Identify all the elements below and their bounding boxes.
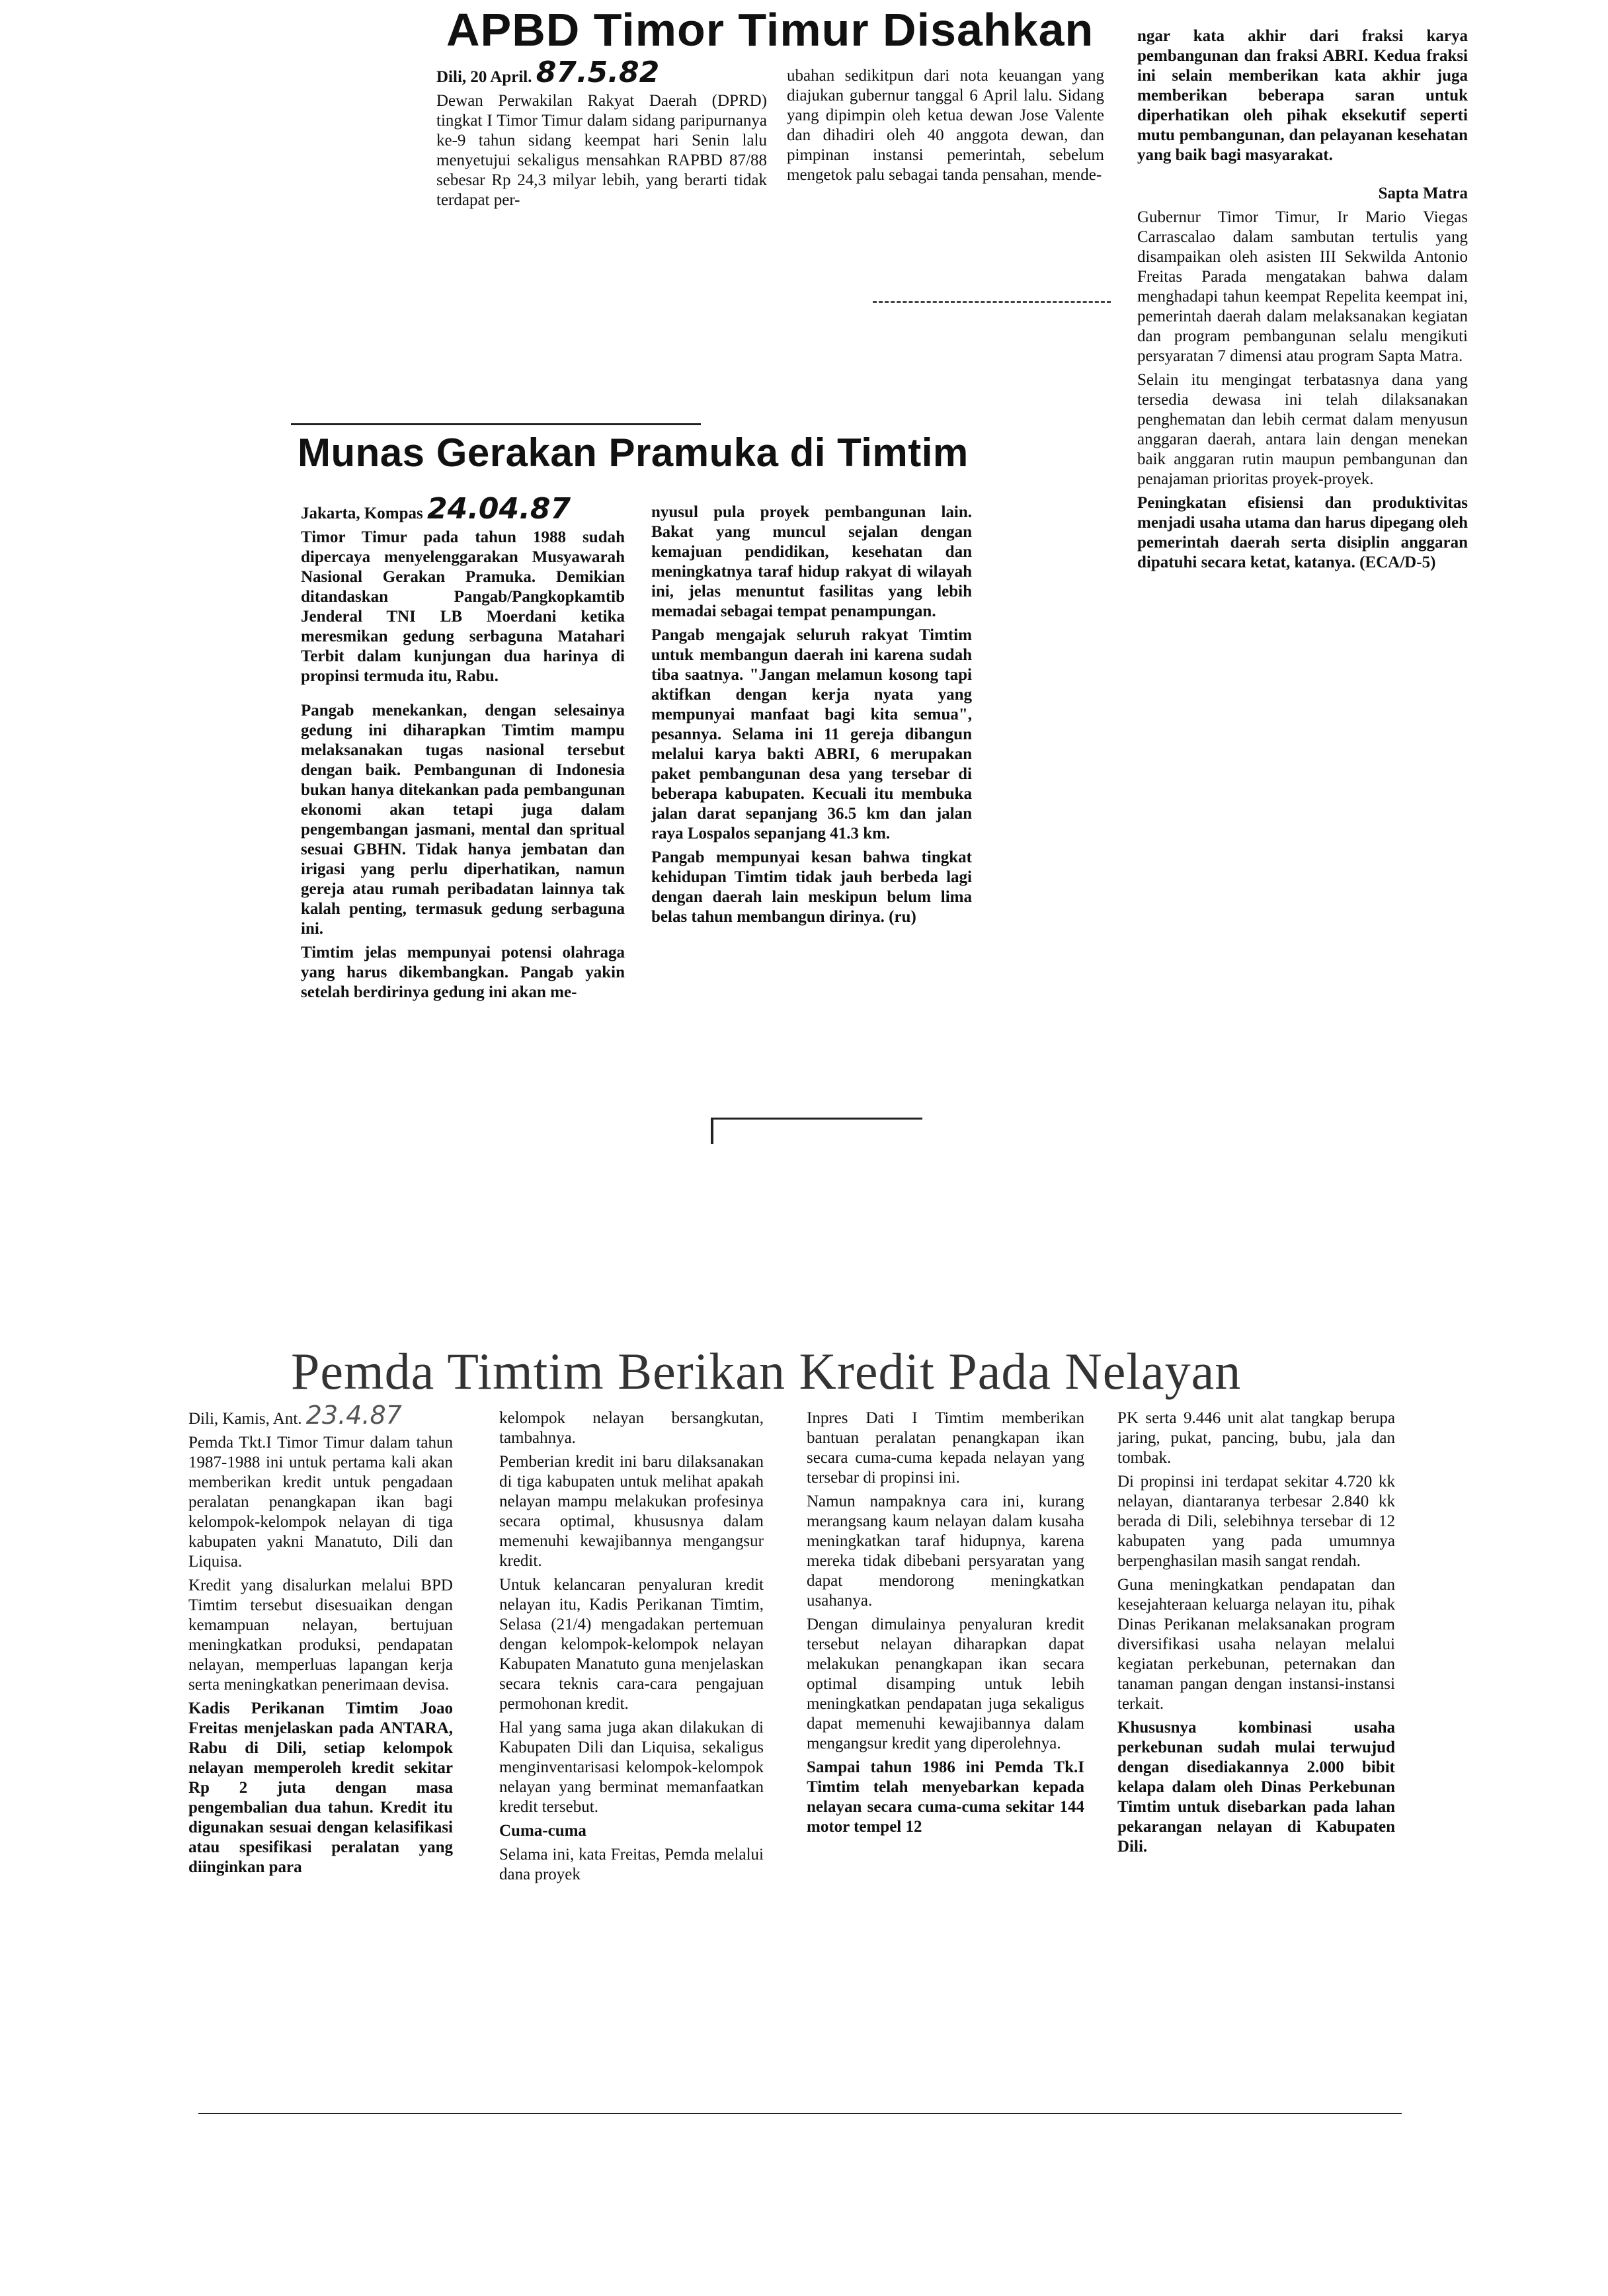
article2-col2c-text: Pangab mempunyai kesan bahwa tingkat kehidupan Timtim tidak jauh berbeda lagi dengan daerah lain meskipun belum lima belas tahun membangun dirinya. (ru) xyxy=(651,848,972,926)
article2-end-corner xyxy=(711,1118,713,1144)
article2-col1c-text: Timtim jelas mempunyai potensi olahraga yang harus dikembangkan. Pangab yakin setelah berdirinya gedung ini akan me- xyxy=(301,944,625,1001)
article1-headline: APBD Timor Timur Disahkan xyxy=(446,4,1094,56)
article3-col3a-text: Inpres Dati I Timtim memberikan bantuan peralatan penangkapan ikan secara cuma-cuma kepada nelayan yang tersebar di propinsi ini. xyxy=(807,1409,1084,1487)
article2-col2a-text: nyusul pula proyek pembangunan lain. Bakat yang muncul sejalan dengan kemajuan pendidikan, kesehatan dan meningkatnya taraf hidup rakyat di wilayah ini, jelas menuntut fasilitas yang lebih memadai sebagai tempat penampungan. xyxy=(651,503,972,620)
article3-column-2 xyxy=(499,1409,764,1889)
article3-col2b-text: Pemberian kredit ini baru dilaksanakan di tiga kabupaten untuk melihat apakah nelayan mampu melakukan profesinya secara optimal, khususnya dalam memenuhi kewajibannya mengangsur kredit. xyxy=(499,1453,764,1570)
article3-col1a-text: Pemda Tkt.I Timor Timur dalam tahun 1987-1988 ini untuk pertama kali akan memberikan kredit untuk pengadaan peralatan penangkapan ikan bagi kelompok-kelompok nelayan di tiga kabupaten yakni Manatuto, Dili dan Liquisa. xyxy=(188,1434,453,1571)
article2-col1a-text: Timor Timur pada tahun 1988 sudah dipercaya menyelenggarakan Musyawarah Nasional Gerakan Pramuka. Demikian ditandaskan Pangab/Pangkopkamtib Jenderal TNI LB Moerdani ketika meresmikan gedung serbaguna Matahari Terbit dalam kunjungan dua harinya di propinsi termuda itu, Rabu. xyxy=(301,528,625,685)
article3-column-4 xyxy=(1117,1409,1395,1861)
article2-column-1 xyxy=(301,492,625,1006)
article1-col3-text: ngar kata akhir dari fraksi karya pembangunan dan fraksi ABRI. Kedua fraksi ini selain memberikan kata akhir juga memberikan beberapa saran untuk diperhatikan oleh pihak eksekutif seperti mutu pembangunan, dan pelayanan kesehatan yang baik bagi masyarakat. xyxy=(1137,27,1468,164)
article2-col2b-text: Pangab mengajak seluruh rakyat Timtim untuk membangun daerah ini karena sudah tiba saatnya. "Jangan melamun kosong tapi aktifkan dengan kerja nyata yang mempunyai manfaat bagi kita semua", pesannya. Selama ini 11 gereja dibangun melalui karya bakti ABRI, 6 merupakan paket pembangunan desa yang tersebar di beberapa kabupaten. Kecuali itu membuka jalan darat sepanjang 36.5 km dan jalan raya Lospalos sepanjang 41.3 km. xyxy=(651,626,972,842)
article3-col2c-text: Untuk kelancaran penyaluran kredit nelayan itu, Kadis Perikanan Timtim, Selasa (21/4) mengadakan pertemuan dengan kelompok-kelompok nelayan Kabupaten Manatuto guna menjelaskan secara teknis cara-cara pengajuan permohonan kredit. xyxy=(499,1576,764,1713)
article3-subhead: Cuma-cuma xyxy=(499,1822,586,1840)
article3-headline: Pemda Timtim Berikan Kredit Pada Nelayan xyxy=(291,1342,1242,1400)
article3-col2d-text: Hal yang sama juga akan dilakukan di Kabupaten Dili dan Liquisa, sekaligus menginventarisasi kelompok-kelompok nelayan yang berminat memanfaatkan kredit tersebut. xyxy=(499,1719,764,1816)
article2-top-rule xyxy=(291,423,701,425)
article1-end-rule xyxy=(873,301,1111,303)
article3-col3d-text: Sampai tahun 1986 ini Pemda Tk.I Timtim telah menyebarkan kepada nelayan secara cuma-cuma sekitar 144 motor tempel 12 xyxy=(807,1758,1084,1836)
article3-column-1 xyxy=(188,1401,453,1881)
article1-subhead: Sapta Matra xyxy=(1378,184,1468,202)
article3-col3b-text: Namun nampaknya cara ini, kurang merangsang kaum nelayan dalam kusaha meningkatkan taraf hidupnya, karena mereka tidak dibebani persyaratan yang dapat mendorong meningkatkan usahanya. xyxy=(807,1493,1084,1610)
article1-col3d-text: Peningkatan efisiensi dan produktivitas menjadi usaha utama dan harus dipegang oleh pemerintah daerah serta disiplin anggaran dipatuhi secara ketat, katanya. (ECA/D-5) xyxy=(1137,494,1468,571)
article2-dateline: Jakarta, Kompas xyxy=(301,505,423,522)
article3-dateline: Dili, Kamis, Ant. xyxy=(188,1410,302,1428)
article1-col2-text: ubahan sedikitpun dari nota keuangan yang diajukan gubernur tanggal 6 April lalu. Sidang yang dipimpin oleh ketua dewan Jose Valente dan dihadiri oleh 40 anggota dewan, dan pimpinan instansi pemerintah, sebelum mengetok palu sebagai tanda pensahan, mende- xyxy=(787,67,1104,184)
article3-col4a-text: PK serta 9.446 unit alat tangkap berupa jaring, pukat, pancing, bubu, jala dan tombak. xyxy=(1117,1409,1395,1467)
article1-column-2 xyxy=(787,66,1104,189)
article1-dateline: Dili, 20 April. xyxy=(436,68,532,86)
article1-col3c-text: Selain itu mengingat terbatasnya dana yang tersedia dewasa ini telah dilaksanakan penghematan dan lebih cermat dalam menyusun anggaran daerah, antara lain dengan menekan baik anggaran rutin maupun pembangunan dan penajaman prioritas proyek-proyek. xyxy=(1137,371,1468,488)
article2-headline: Munas Gerakan Pramuka di Timtim xyxy=(298,430,969,475)
article2-handwritten-date: 24.04.87 xyxy=(426,492,571,526)
article3-bottom-rule xyxy=(198,2113,1402,2114)
article1-handwritten-date: 87.5.82 xyxy=(536,56,660,89)
article3-col4b-text: Di propinsi ini terdapat sekitar 4.720 kk nelayan, diantaranya terbesar 2.840 kk berada di Dili, selebihnya tersebar di 12 kabupaten yang pada umumnya berpenghasilan masih sangat rendah. xyxy=(1117,1473,1395,1570)
article3-col1c-text: Kadis Perikanan Timtim Joao Freitas menjelaskan pada ANTARA, Rabu di Dili, setiap kelompok nelayan memperoleh kredit sekitar Rp 2 juta dengan masa pengembalian dua tahun. Kredit itu digunakan sesuai dengan kelasifikasi atau spesifikasi peralatan yang diinginkan para xyxy=(188,1700,453,1876)
article3-col2e-text: Selama ini, kata Freitas, Pemda melalui dana proyek xyxy=(499,1846,764,1883)
article1-col3b-text: Gubernur Timor Timur, Ir Mario Viegas Carrascalao dalam sambutan tertulis yang disampaikan oleh asisten III Sekwilda Antonio Freitas Parada mengatakan bahwa dalam menghadapi tahun keempat Repelita keempat ini, pemerintah daerah dalam melaksanakan kegiatan dan program pembangunan selalu mengikuti persyaratan 7 dimensi atau program Sapta Matra. xyxy=(1137,208,1468,365)
article3-col4d-text: Khususnya kombinasi usaha perkebunan sudah mulai terwujud dengan disediakannya 2.000 bibit kelapa dalam oleh Dinas Perkebunan Timtim untuk disebarkan pada lahan pekarangan nelayan di Kabupaten Dili. xyxy=(1117,1719,1395,1856)
article3-handwritten-date: 23.4.87 xyxy=(305,1401,402,1430)
article3-col4c-text: Guna meningkatkan pendapatan dan kesejahteraan keluarga nelayan itu, pihak Dinas Perikanan melaksanakan program diversifikasi usaha nelayan melalui kegiatan perkebunan, peternakan dan tanaman pangan dengan instansi-instansi terkait. xyxy=(1117,1576,1395,1713)
article3-col2a-text: kelompok nelayan bersangkutan, tambahnya. xyxy=(499,1409,764,1447)
article1-column-1 xyxy=(436,56,767,214)
article2-end-rule xyxy=(711,1118,922,1120)
article3-col3c-text: Dengan dimulainya penyaluran kredit tersebut nelayan diharapkan dapat melakukan penangkapan ikan secara optimal disamping untuk lebih meningkatkan pendapatan juga sekaligus dapat memenuhi kewajibannya dalam mengangsur kredit yang diperolehnya. xyxy=(807,1616,1084,1752)
article2-column-2 xyxy=(651,503,972,931)
article3-col1b-text: Kredit yang disalurkan melalui BPD Timtim tersebut disesuaikan dengan kemampuan nelayan, bertujuan meningkatkan produksi, pendapatan nelayan, memperluas lapangan kerja serta meningkatkan penerimaan devisa. xyxy=(188,1577,453,1694)
article2-col1b-text: Pangab menekankan, dengan selesainya gedung ini diharapkan Timtim mampu melaksanakan tugas nasional tersebut dengan baik. Pembangunan di Indonesia bukan hanya ditekankan pada pembangunan ekonomi akan tetapi juga dalam pengembangan jasmani, mental dan spritual sesuai GBHN. Tidak hanya jembatan dan irigasi yang perlu diperhatikan, namun gereja atau rumah peribadatan lainnya tak kalah penting, termasuk gedung serbaguna ini. xyxy=(301,702,625,938)
article1-column-3 xyxy=(1137,26,1468,577)
article3-column-3 xyxy=(807,1409,1084,1841)
article1-col1-text: Dewan Perwakilan Rakyat Daerah (DPRD) tingkat I Timor Timur dalam sidang paripurnanya ke-9 tahun sidang keempat hari Senin lalu menyetujui sekaligus mensahkan RAPBD 87/88 sebesar Rp 24,3 milyar lebih, yang berarti tidak terdapat per- xyxy=(436,92,767,209)
